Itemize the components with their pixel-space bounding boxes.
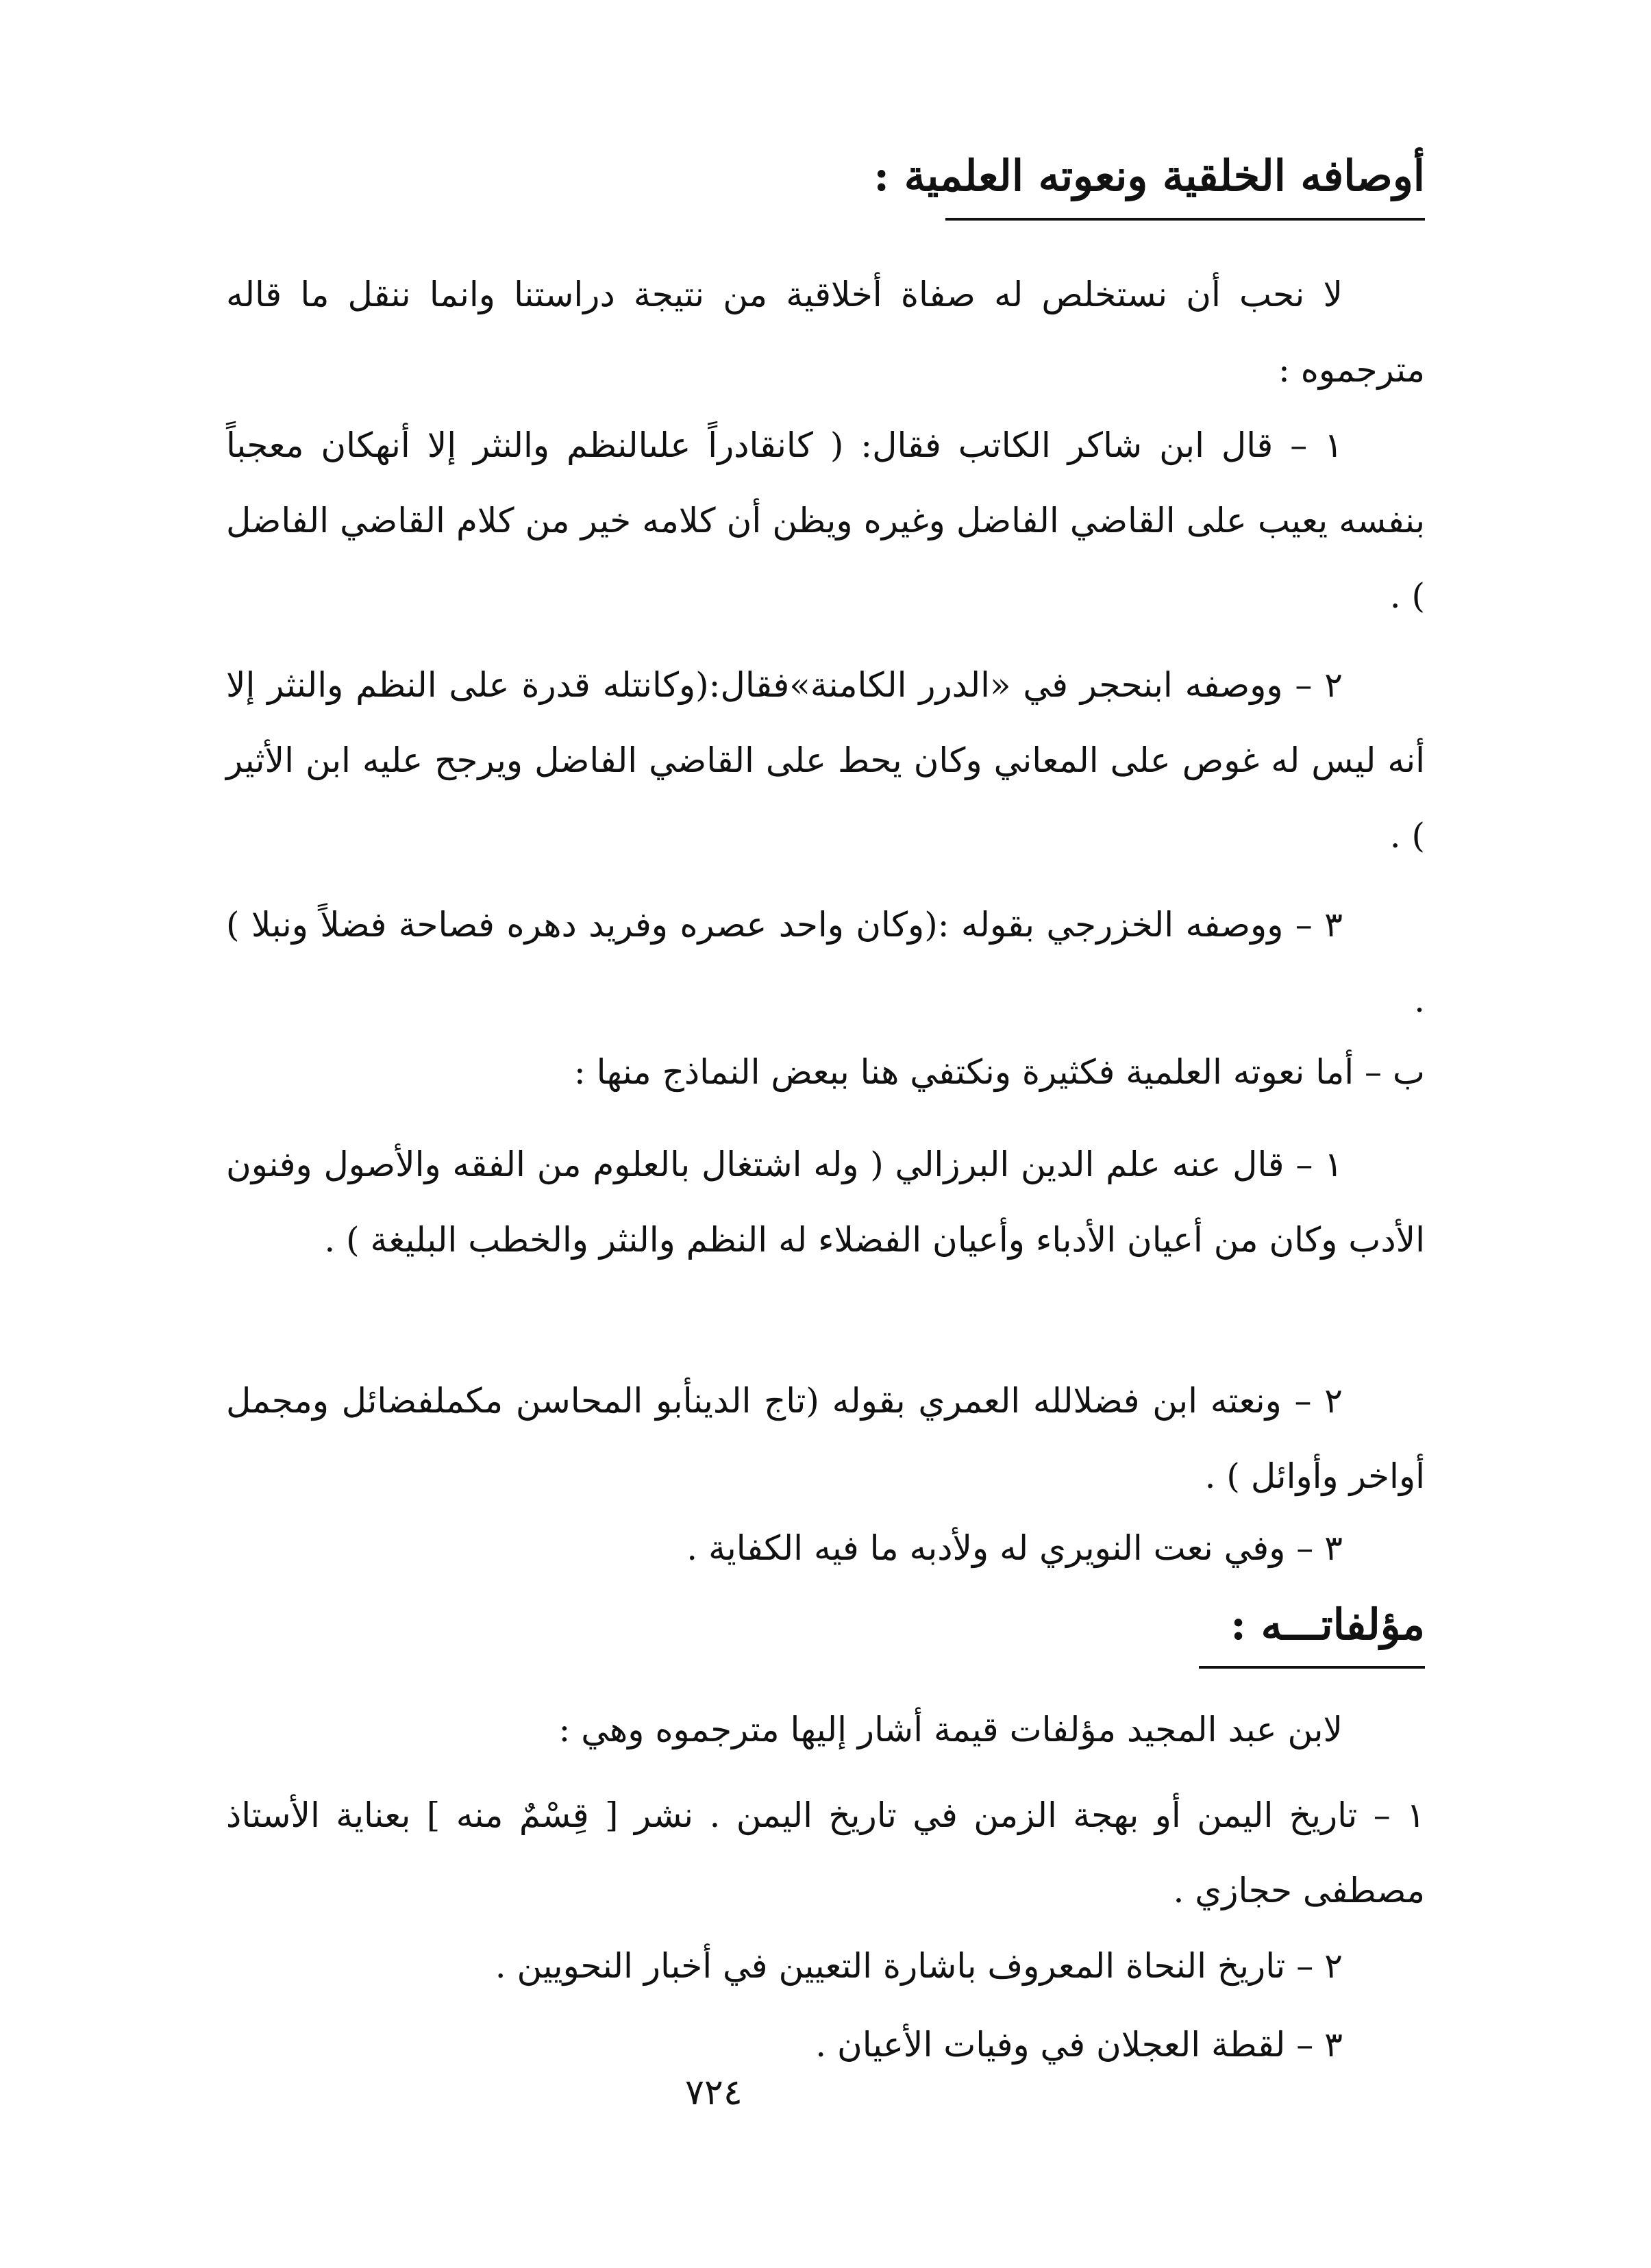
part-b-paragraph: ب – أما نعوته العلمية فكثيرة ونكتفي هنا ببعض النماذج منها :: [573, 1052, 1425, 1092]
section-heading-works: مؤلفاتـــه :: [1230, 1599, 1425, 1649]
heading-underline: [1199, 1666, 1425, 1669]
trait-item-1: ١ – قال ابن شاكر الكاتب فقال: ( كانقادراً علىالنظم والنثر إلا أنهكان معجباً بنفسه يعيب على القاضي الفاضل وغيره ويظن أن كلامه خير من كلام القاضي الفاضل ) .: [226, 425, 1425, 616]
section-heading-traits: أوصافه الخلقية ونعوته العلمية :: [873, 151, 1425, 201]
work-item-3: ٣ – لقطة العجلان في وفيات الأعيان .: [815, 2025, 1343, 2065]
heading-underline: [945, 218, 1425, 221]
document-page: [226, 137, 1425, 2165]
trait-item-3: ٣ – ووصفه الخزرجي بقوله :(وكان واحد عصره وفريد دهره فصاحة فضلاً ونبلا ) .: [226, 905, 1425, 1020]
page-number: ٧٢٤: [685, 2072, 743, 2113]
attribute-item-2: ٢ – ونعته ابن فضلالله العمري بقوله (تاج الدينأبو المحاسن مكملفضائل ومجمل أواخر وأوائل ) .: [226, 1381, 1425, 1496]
works-intro-paragraph: لابن عبد المجيد مؤلفات قيمة أشار إليها مترجموه وهي :: [558, 1710, 1343, 1749]
attribute-item-3: ٣ – وفي نعت النويري له ولأدبه ما فيه الكفاية .: [686, 1528, 1343, 1568]
work-item-1: ١ – تاريخ اليمن أو بهجة الزمن في تاريخ اليمن . نشر [ قِسْمٌ منه ] بعناية الأستاذ مصطفى حجازي .: [226, 1795, 1425, 1910]
work-item-2: ٢ – تاريخ النحاة المعروف باشارة التعيين في أخبار النحويين .: [495, 1946, 1343, 1986]
intro-paragraph: لا نحب أن نستخلص له صفاة أخلاقية من نتيجة دراستنا وانما ننقل ما قاله مترجموه :: [226, 275, 1425, 390]
attribute-item-1: ١ – قال عنه علم الدين البرزالي ( وله اشتغال بالعلوم من الفقه والأصول وفنون الأدب وكان من أعيان الأدباء وأعيان الفضلاء له النظم والنثر والخطب البليغة ) .: [226, 1145, 1425, 1260]
trait-item-2: ٢ – ووصفه ابنحجر في «الدرر الكامنة»فقال:(وكانتله قدرة على النظم والنثر إلا أنه ليس له غوص على المعاني وكان يحط على القاضي الفاضل ويرجح عليه ابن الأثير ) .: [226, 665, 1425, 856]
